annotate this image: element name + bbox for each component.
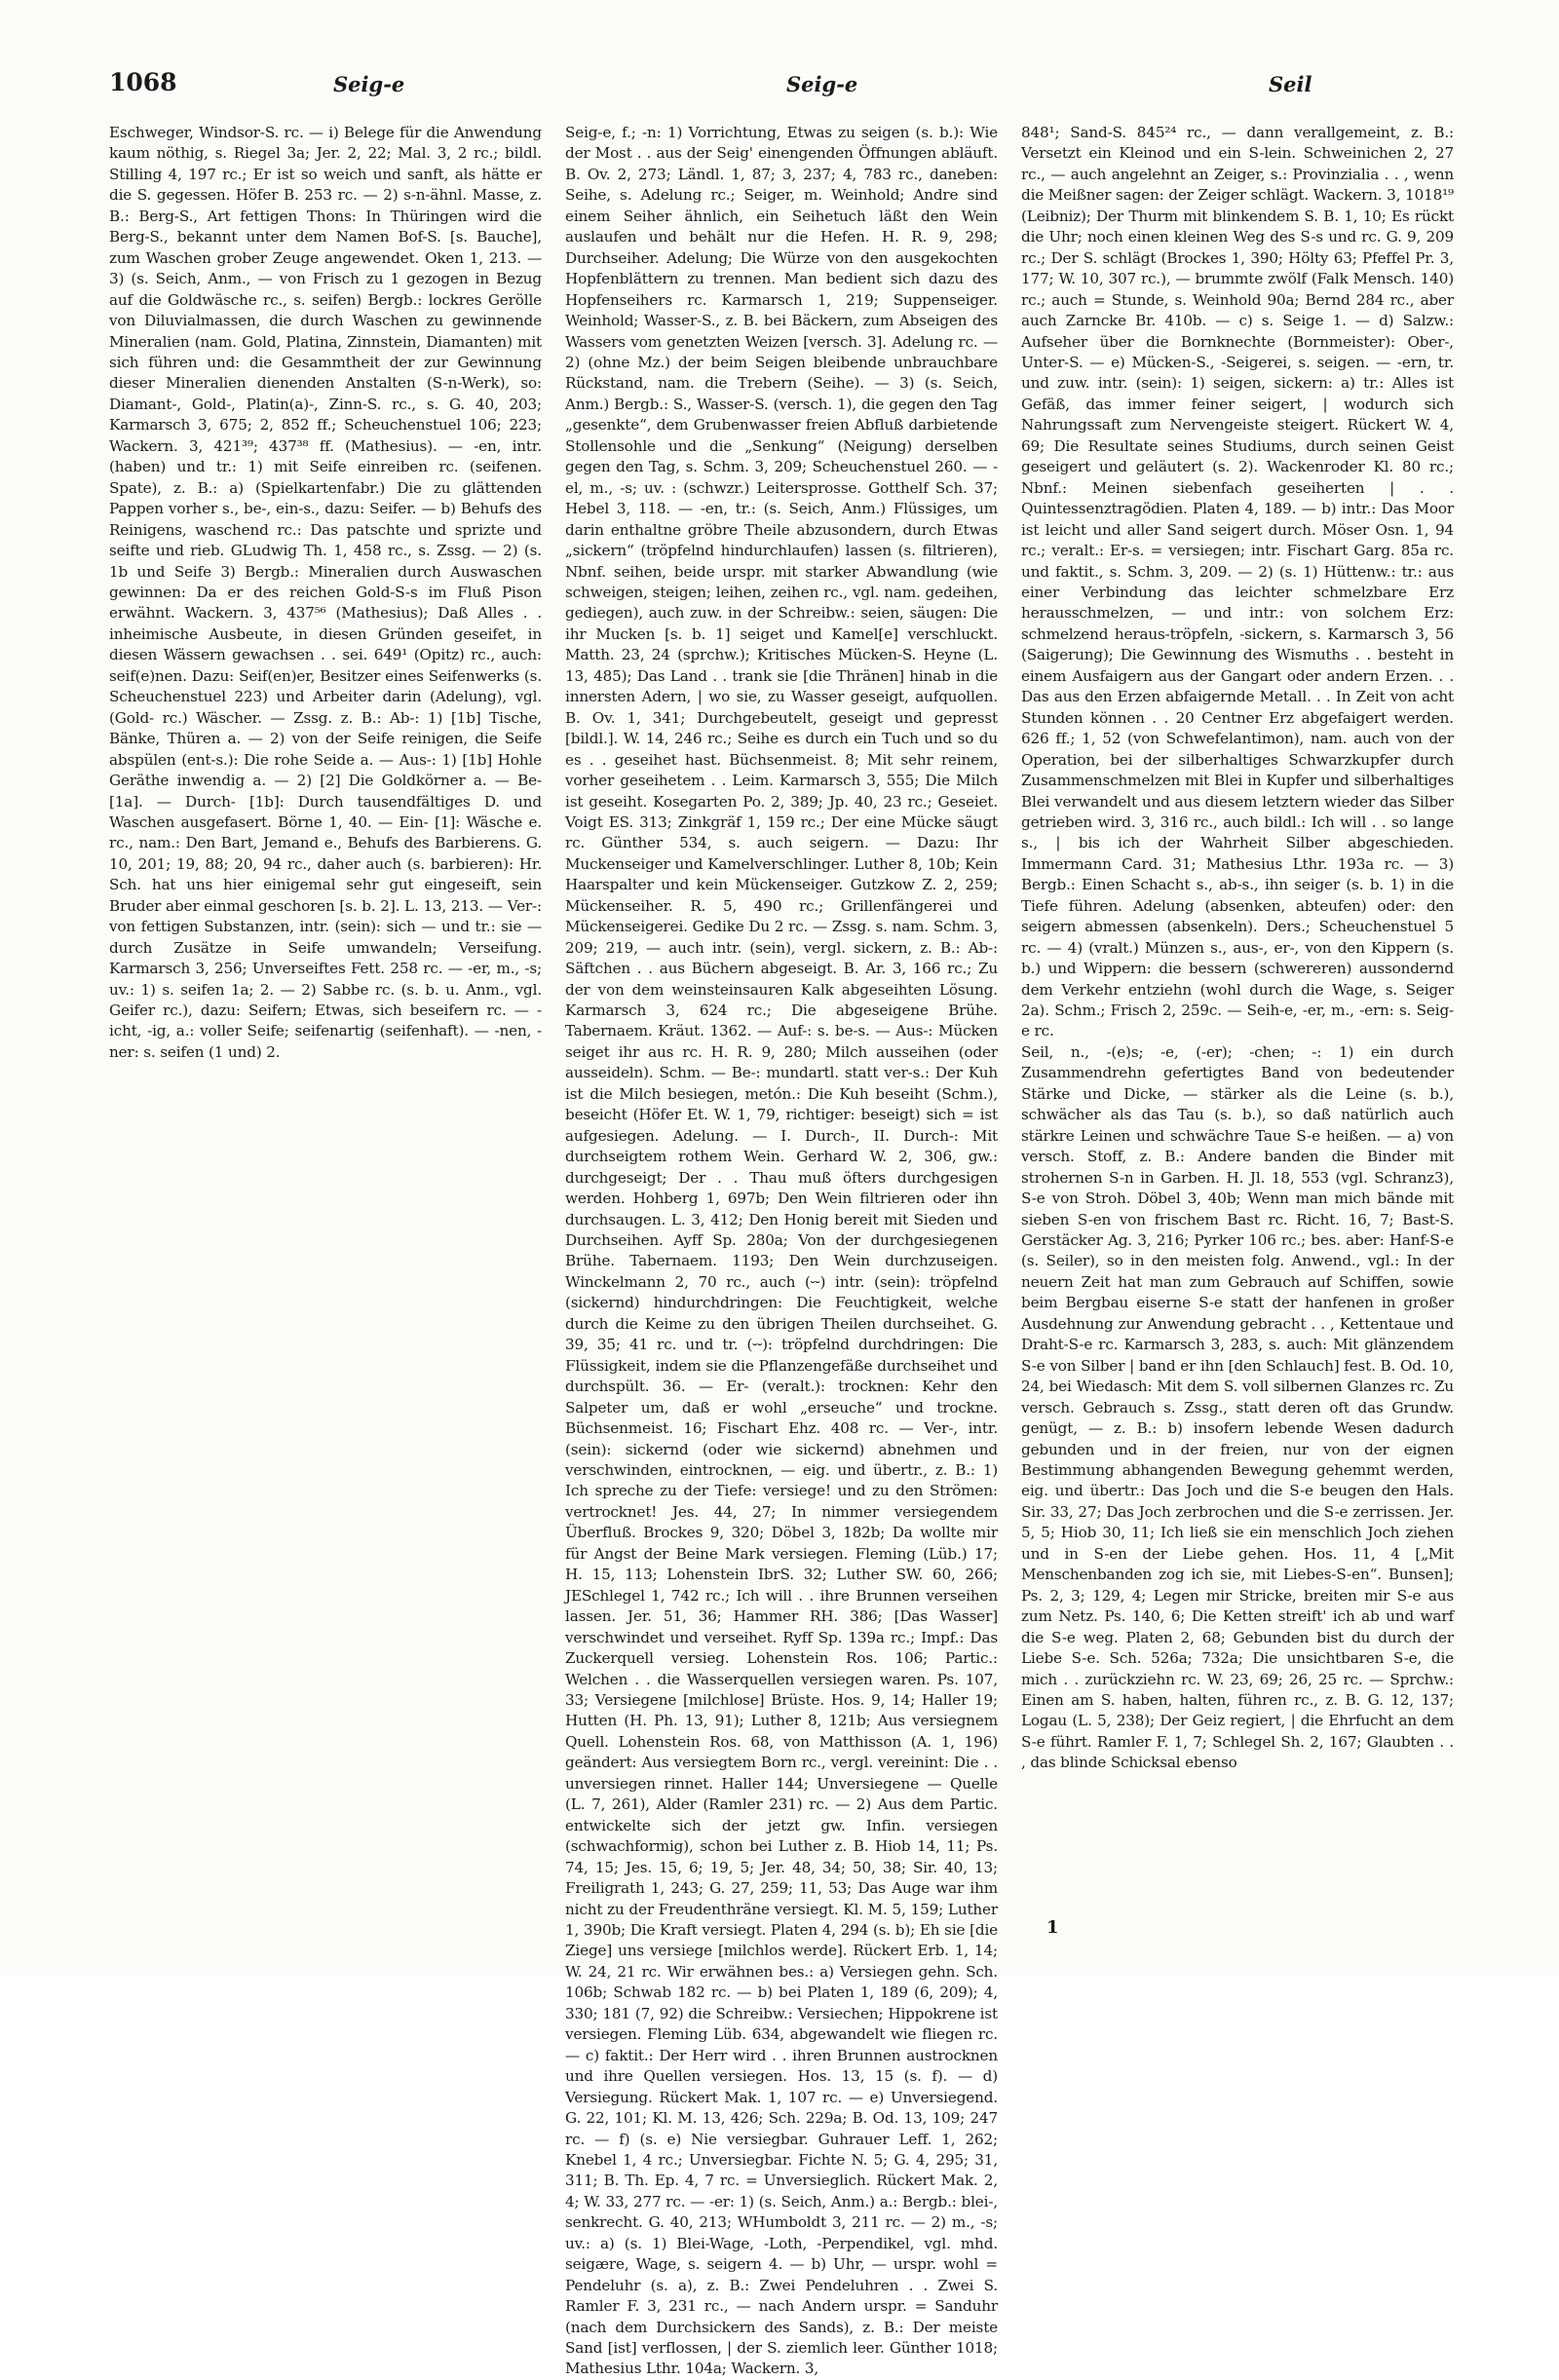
- text-columns: [109, 123, 1454, 2378]
- page-header: [109, 68, 1454, 107]
- running-head-center: Seig-e: [786, 72, 858, 96]
- running-head-left: Seig-e: [333, 72, 405, 96]
- column-text: Eschweger, Windsor-S. rc. — i) Belege für die Anwendung kaum nöthig, s. Riegel 3a; Jer. 2, 22; Mal. 3, 2 rc.; bildl. Stilling 4, 197 rc.; Er ist so weich und sanft, als hätte er die S. gegessen. Höfer B. 253 rc. — 2) s-n-ähnl. Masse, z. B.: Berg-S., Art fettigen Thons: In Thüringen wird die Berg-S., bekannt unter dem Namen Bof-S. [s. Bauche], zum Waschen grober Zeuge angewendet. Oken 1, 213. — 3) (s. Seich, Anm., — von Frisch zu 1 gezogen in Bezug auf die Goldwäsche rc., s. seifen) Bergb.: lockres Gerölle von Diluvialmassen, die durch Waschen zu gewinnende Mineralien (nam. Gold, Platina, Zinnstein, Diamanten) mit sich führen und: die Gesammtheit der zur Gewinnung dieser Mineralien dienenden Anstalten (S-n-Werk), so: Diamant-, Gold-, Platin(a)-, Zinn-S. rc., s. G. 40, 203; Karmarsch 3, 675; 2, 852 ff.; Scheuchenstuel 106; 223; Wackern. 3, 421³⁹; 437³⁸ ff. (Mathesius). — -en, intr. (haben) und tr.: 1) mit Seife einreiben rc. (seifenen. Spate), z. B.: a) (Spielkartenfabr.) Die zu glättenden Pappen vorher s., be-, ein-s., dazu: Seifer. — b) Behufs des Reinigens, waschend rc.: Das patschte und sprizte und seifte und rieb. GLudwig Th. 1, 458 rc., s. Zssg. — 2) (s. 1b und Seife 3) Bergb.: Mineralien durch Auswaschen gewinnen: Da er des reichen Gold-S-s im Fluß Pison erwähnt. Wackern. 3, 437⁵⁶ (Mathesius); Daß Alles . . inheimische Ausbeute, in diesen Gründen geseifet, in diesen Wässern gewachsen . . sei. 649¹ (Opitz) rc., auch: seif(e)nen. Dazu: Seif(en)er, Besitzer eines Seifenwerks (s. Scheuchenstuel 223) und Arbeiter darin (Adelung), vgl. (Gold- rc.) Wäscher. — Zssg. z. B.: Ab-: 1) [1b] Tische, Bänke, Thüren a. — 2) von der Seife reinigen, die Seife abspülen (ent-s.): Die rohe Seide a. — Aus-: 1) [1b] Hohle Geräthe inwendig a. — 2) [2] Die Goldkörner a. — Be- [1a]. — Durch- [1b]: Durch tausendfältiges D. und Waschen ausgefasert. Börne 1, 40. — Ein- [1]: Wäsche e. rc., nam.: Den Bart, Jemand e., Behufs des Barbierens. G. 10, 201; 19, 88; 20, 94 rc., daher auch (s. barbieren): Hr. Sch. hat uns hier einigemal sehr gut eingeseift, sein Bruder aber einmal geschoren [s. b. 2]. L. 13, 213. — Ver-: von fettigen Substanzen, intr. (sein): sich — und tr.: sie — durch Zusätze in Seife umwandeln; Verseifung. Karmarsch 3, 256; Unverseiftes Fett. 258 rc. — -er, m., -s; uv.: 1) s. seifen 1a; 2. — 2) Sabbe rc. (s. b. u. Anm., vgl. Geifer rc.), dazu: Seifern; Etwas, sich beseifern rc. — -icht, -ig, a.: voller Seife; seifenartig (seifenhaft). — -nen, -ner: s. seifen (1 und) 2.: [109, 124, 542, 1061]
- column-right: [1021, 123, 1454, 1935]
- column-text: 848¹; Sand-S. 845²⁴ rc., — dann verallgemeint, z. B.: Versetzt ein Kleinod und ein S-lein. Schweinichen 2, 27 rc., — auch angelehnt an Zeiger, s.: Provinzialia . . , wenn die Meißner sagen: der Zeiger schlägt. Wackern. 3, 1018¹⁹ (Leibniz); Der Thurm mit blinkendem S. B. 1, 10; Es rückt die Uhr; noch einen kleinen Weg des S-s und rc. G. 9, 209 rc.; Der S. schlägt (Brockes 1, 390; Hölty 63; Pfeffel Pr. 3, 177; W. 10, 307 rc.), — brummte zwölf (Falk Mensch. 140) rc.; auch = Stunde, s. Weinhold 90a; Bernd 284 rc., aber auch Zarncke Br. 410b. — c) s. Seige 1. — d) Salzw.: Aufseher über die Bornknechte (Bornmeister): Ober-, Unter-S. — e) Mücken-S., -Seigerei, s. seigen. — -ern, tr. und zuw. intr. (sein): 1) seigen, sickern: a) tr.: Alles ist Gefäß, das immer feiner seigert, | wodurch sich Nahrungssaft zum Nervengeiste steigert. Rückert W. 4, 69; Die Resultate seines Studiums, durch seinen Geist geseigert und geläutert (s. 2). Wackenroder Kl. 80 rc.; Nbnf.: Meinen siebenfach geseiherten | . . Quintessenztragödien. Platen 4, 189. — b) intr.: Das Moor ist leicht und aller Sand seigert durch. Möser Osn. 1, 94 rc.; veralt.: Er-s. = versiegen; intr. Fischart Garg. 85a rc. und faktit., s. Schm. 3, 209. — 2) (s. 1) Hüttenw.: tr.: aus einer Verbindung das leichter schmelzbare Erz herausschmelzen, — und intr.: von solchem Erz: schmelzend heraus-tröpfeln, -sickern, s. Karmarsch 3, 56 (Saigerung); Die Gewinnung des Wismuths . . besteht in einem Ausfaigern aus der Gangart oder andern Erzen. . . Das aus den Erzen abfaigernde Metall. . . In Zeit von acht Stunden können . . 20 Centner Erz abgefaigert werden. 626 ff.; 1, 52 (von Schwefelantimon), nam. auch von der Operation, bei der silberhaltiges Schwarzkupfer durch Zusammenschmelzen mit Blei in Kupfer und silberhaltiges Blei verwandelt und aus diesem letztern wieder das Silber getrieben wird. 3, 316 rc., auch bildl.: Ich will . . so lange s., | bis ich der Wahrheit Silber abgeschieden. Immermann Card. 31; Mathesius Lthr. 193a rc. — 3) Bergb.: Einen Schacht s., ab-s., ihn seiger (s. b. 1) in die Tiefe führen. Adelung (absenken, abteufen) oder: den seigern abmessen (absenkeln). Ders.; Scheuchenstuel 5 rc. — 4) (vralt.) Münzen s., aus-, er-, von den Kippern (s. b.) und Wippern: die bessern (schwereren) aussondernd dem Verkehr entziehn (wohl durch die Wage, s. Seiger 2a). Schm.; Frisch 2, 259c. — Seih-e, -er, m., -ern: s. Seig-e rc.: [1021, 124, 1454, 1040]
- column-text: Seig-e, f.; -n: 1) Vorrichtung, Etwas zu seigen (s. b.): Wie der Most . . aus der Seig' einengenden Öffnungen abläuft. B. Ov. 2, 273; Ländl. 1, 87; 3, 237; 4, 783 rc., daneben: Seihe, s. Adelung rc.; Seiger, m. Weinhold; Andre sind einem Seiher ähnlich, ein Seihetuch läßt den Wein auslaufen und behält nur die Hefen. H. R. 9, 298; Durchseiher. Adelung; Die Würze von den ausgekochten Hopfenblättern zu trennen. Man bedient sich dazu des Hopfenseihers rc. Karmarsch 1, 219; Suppenseiger. Weinhold; Wasser-S., z. B. bei Bäckern, zum Abseigen des Wassers vom genetzten Weizen [versch. 3]. Adelung rc. — 2) (ohne Mz.) der beim Seigen bleibende unbrauchbare Rückstand, nam. die Trebern (Seihe). — 3) (s. Seich, Anm.) Bergb.: S., Wasser-S. (versch. 1), die gegen den Tag „gesenkte“, dem Grubenwasser freien Abfluß darbietende Stollensohle und die „Senkung“ (Neigung) derselben gegen den Tag, s. Schm. 3, 209; Scheuchenstuel 260. — -el, m., -s; uv. : (schwzr.) Leitersprosse. Gotthelf Sch. 37; Hebel 3, 118. — -en, tr.: (s. Seich, Anm.) Flüssiges, um darin enthaltne gröbre Theile abzusondern, durch Etwas „sickern“ (tröpfelnd hindurchlaufen) lassen (s. filtrieren), Nbnf. seihen, beide urspr. mit starker Abwandlung (wie schweigen, steigen; leihen, zeihen rc., vgl. nam. gedeihen, gediegen), auch zuw. in der Schreibw.: seien, säugen: Die ihr Mucken [s. b. 1] seiget und Kamel[e] verschluckt. Matth. 23, 24 (sprchw.); Kritisches Mücken-S. Heyne (L. 13, 485); Das Land . . trank sie [die Thränen] hinab in die innersten Adern, | wo sie, zu Wasser geseigt, aufquollen. B. Ov. 1, 341; Durchgebeutelt, geseigt und gepresst [bildl.]. W. 14, 246 rc.; Seihe es durch ein Tuch und so du es . . geseihet hast. Büchsenmeist. 8; Mit sehr reinem, vorher geseihetem . . Leim. Karmarsch 3, 555; Die Milch ist geseiht. Kosegarten Po. 2, 389; Jp. 40, 23 rc.; Geseiet. Voigt ES. 313; Zinkgräf 1, 159 rc.; Der eine Mücke säugt rc. Günther 534, s. auch seigern. — Dazu: Ihr Muckenseiger und Kamelverschlinger. Luther 8, 10b; Kein Haarspalter und kein Mückenseiger. Gutzkow Z. 2, 259; Mückenseiher. R. 5, 490 rc.; Grillenfängerei und Mückenseigerei. Gedike Du 2 rc. — Zssg. s. nam. Schm. 3, 209; 219, — auch intr. (sein), vergl. sickern, z. B.: Ab-: Säftchen . . aus Büchern abgeseigt. B. Ar. 3, 166 rc.; Zu der von dem weinsteinsauren Kalk abgeseihten Lösung. Karmarsch 3, 624 rc.; Die abgeseigene Brühe. Tabernaem. Kräut. 1362. — Auf-: s. be-s. — Aus-: Mücken seiget ihr aus rc. H. R. 9, 280; Milch ausseihen (oder ausseideln). Schm. — Be-: mundartl. statt ver-s.: Der Kuh ist die Milch besiegen, metón.: Die Kuh beseiht (Schm.), beseicht (Höfer Et. W. 1, 79, richtiger: beseigt) sich = ist aufgesiegen. Adelung. — I. Durch-, II. Durch-: Mit durchseigtem rothem Wein. Gerhard W. 2, 306, gw.: durchgeseigt; Der . . Thau muß öfters durchgesigen werden. Hohberg 1, 697b; Den Wein filtrieren oder ihn durchsaugen. L. 3, 412; Den Honig bereit mit Sieden und Durchseihen. Ayff Sp. 280a; Von der durchgesiegenen Brühe. Tabernaem. 1193; Den Wein durchzuseigen. Winckelmann 2, 70 rc., auch (⏑⏑) intr. (sein): tröpfelnd (sickernd) hindurchdringen: Die Feuchtigkeit, welche durch die Keime zu den übrigen Theilen durchseihet. G. 39, 35; 41 rc. und tr. (⏑⏑): tröpfelnd durchdringen: Die Flüssigkeit, indem sie die Pflanzengefäße durchseihet und durchspült. 36. — Er- (veralt.): trocknen: Kehr den Salpeter um, daß er wohl „erseuche“ und trockne. Büchsenmeist. 16; Fischart Ehz. 408 rc. — Ver-, intr. (sein): sickernd (oder wie sickernd) abnehmen und verschwinden, eintrocknen, — eig. und übertr., z. B.: 1) Ich spreche zu der Tiefe: versiege! und zu den Strömen: vertrocknet! Jes. 44, 27; In nimmer versiegendem Überfluß. Brockes 9, 320; Döbel 3, 182b; Da wollte mir für Angst der Beine Mark versiegen. Fleming (Lüb.) 17; H. 15, 113; Lohenstein IbrS. 32; Luther SW. 60, 266; JESchlegel 1, 742 rc.; Ich will . . ihre Brunnen verseihen lassen. Jer. 51, 36; Hammer RH. 386; [Das Wasser] verschwindet und verseihet. Ryff Sp. 139a rc.; Impf.: Das Zuckerquell versieg. Lohenstein Ros. 106; Partic.: Welchen . . die Wasserquellen versiegen waren. Ps. 107, 33; Versiegene [milchlose] Brüste. Hos. 9, 14; Haller 19; Hutten (H. Ph. 13, 91); Luther 8, 121b; Aus versiegnem Quell. Lohenstein Ros. 68, von Matthisson (A. 1, 196) geändert: Aus versiegtem Born rc., vergl. vereinint: Die . . unversiegen rinnet. Haller 144; Unversiegene — Quelle (L. 7, 261), Alder (Ramler 231) rc. — 2) Aus dem Partic. entwickelte sich der jetzt gw. Infin. versiegen (schwachformig), schon bei Luther z. B. Hiob 14, 11; Ps. 74, 15; Jes. 15, 6; 19, 5; Jer. 48, 34; 50, 38; Sir. 40, 13; Freiligrath 1, 243; G. 27, 259; 11, 53; Das Auge war ihm nicht zu der Freudenthräne versiegt. Kl. M. 5, 159; Luther 1, 390b; Die Kraft versiegt. Platen 4, 294 (s. b); Eh sie [die Ziege] uns versiege [milchlos werde]. Rückert Erb. 1, 14; W. 24, 21 rc. Wir erwähnen bes.: a) Versiegen gehn. Sch. 106b; Schwab 182 rc. — b) bei Platen 1, 189 (6, 209); 4, 330; 181 (7, 92) die Schreibw.: Versiechen; Hippokrene ist versiegen. Fleming Lüb. 634, abgewandelt wie fliegen rc. — c) faktit.: Der Herr wird . . ihren Brunnen austrocknen und ihre Quellen versiegen. Hos. 13, 15 (s. f). — d) Versiegung. Rückert Mak. 1, 107 rc. — e) Unversiegend. G. 22, 101; Kl. M. 13, 426; Sch. 229a; B. Od. 13, 109; 247 rc. — f) (s. e) Nie versiegbar. Guhrauer Leff. 1, 262; Knebel 1, 4 rc.; Unversiegbar. Fichte N. 5; G. 4, 295; 31, 311; B. Th. Ep. 4, 7 rc. = Unversieglich. Rückert Mak. 2, 4; W. 33, 277 rc. — -er: 1) (s. Seich, Anm.) a.: Bergb.: blei-, senkrecht. G. 40, 213; WHumboldt 3, 211 rc. — 2) m., -s; uv.: a) (s. 1) Blei-Wage, -Loth, -Perpendikel, vgl. mhd. seigære, Wage, s. seigern 4. — b) Uhr, — urspr. wohl = Pendeluhr (s. a), z. B.: Zwei Pendeluhren . . Zwei S. Ramler F. 3, 231 rc., — nach Andern urspr. = Sanduhr (nach dem Durchsickern des Sands), z. B.: Der meiste Sand [ist] verflossen, | der S. ziemlich leer. Günther 1018; Mathesius Lthr. 104a; Wackern. 3,: [565, 124, 998, 2378]
- running-head-right: Seil: [1269, 72, 1312, 96]
- column-left: [109, 123, 542, 1935]
- column-middle: [565, 123, 998, 2378]
- page-number: 1068: [109, 68, 177, 96]
- column-text: Seil, n., -(e)s; -e, (-er); -chen; -: 1) ein durch Zusammendrehn gefertigtes Band von bedeutender Stärke und Dicke, — stärker als die Leine (s. b.), schwächer als das Tau (s. b.), so daß natürlich auch stärkre Leinen und schwächre Taue S-e heißen. — a) von versch. Stoff, z. B.: Andere banden die Binder mit strohernen S-n in Garben. H. Jl. 18, 553 (vgl. Schranz3), S-e von Stroh. Döbel 3, 40b; Wenn man mich bände mit sieben S-en von frischem Bast rc. Richt. 16, 7; Bast-S. Gerstäcker Ag. 3, 216; Pyrker 106 rc.; bes. aber: Hanf-S-e (s. Seiler), so in den meisten folg. Anwend., vgl.: In der neuern Zeit hat man zum Gebrauch auf Schiffen, sowie beim Bergbau eiserne S-e statt der hanfenen in großer Ausdehnung zur Anwendung gebracht . . , Kettentaue und Draht-S-e rc. Karmarsch 3, 283, s. auch: Mit glänzendem S-e von Silber | band er ihn [den Schlauch] fest. B. Od. 10, 24, bei Wiedasch: Mit dem S. voll silbernen Glanzes rc. Zu versch. Gebrauch s. Zssg., statt deren oft das Grundw. genügt, — z. B.: b) insofern lebende Wesen dadurch gebunden und in der freien, nur von der eignen Bestimmung abhangenden Bewegung gehemmt werden, eig. und übertr.: Das Joch und die S-e beugen den Hals. Sir. 33, 27; Das Joch zerbrochen und die S-e zerrissen. Jer. 5, 5; Hiob 30, 11; Ich ließ sie ein menschlich Joch ziehen und in S-en der Liebe gehen. Hos. 11, 4 [„Mit Menschenbanden zog ich sie, mit Liebes-S-en“. Bunsen]; Ps. 2, 3; 129, 4; Legen mir Stricke, breiten mir S-e aus zum Netz. Ps. 140, 6; Die Ketten streift' ich ab und warf die S-e weg. Platen 2, 68; Gebunden bist du durch der Liebe S-e. Sch. 526a; 732a; Die unsichtbaren S-e, die mich . . zurückziehn rc. W. 23, 69; 26, 25 rc. — Sprchw.: Einen am S. haben, halten, führen rc., z. B. G. 12, 137; Logau (L. 5, 238); Der Geiz regiert, | die Ehrfucht an dem S-e führt. Ramler F. 1, 7; Schlegel Sh. 2, 167; Glaubten . . , das blinde Schicksal ebenso: [1021, 1042, 1454, 1772]
- signature-mark: 1: [1046, 1917, 1059, 1938]
